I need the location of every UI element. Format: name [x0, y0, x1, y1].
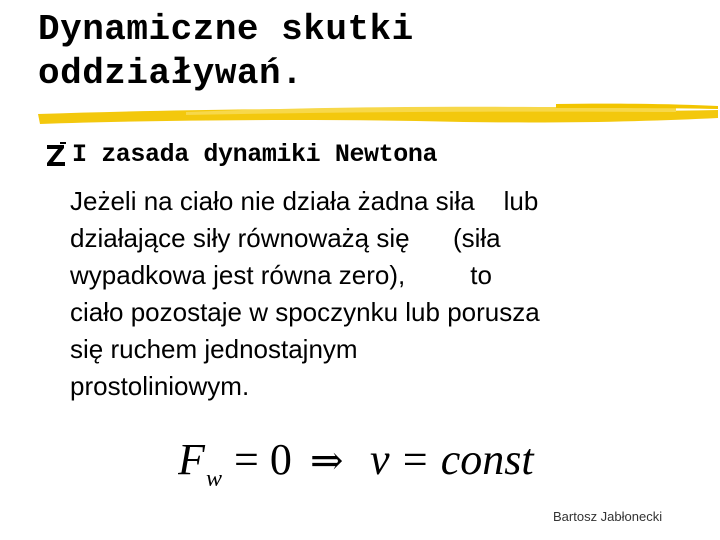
- formula-subscript: w: [206, 466, 223, 492]
- formula-equals-const: = const: [400, 435, 534, 484]
- implies-arrow-icon: ⇒: [310, 438, 344, 484]
- slide-title: [38, 8, 414, 96]
- formula-v: v: [370, 435, 390, 484]
- title-line-2: oddziaływań.: [38, 53, 304, 94]
- formula-equals-zero: = 0: [234, 435, 292, 484]
- author-footer: Bartosz Jabłonecki: [553, 509, 663, 524]
- bullet-heading-row: [44, 140, 437, 169]
- body-line: działające siły równoważą się (siła: [70, 223, 501, 253]
- newton-formula: [178, 430, 558, 499]
- title-underline: [36, 100, 720, 130]
- bullet-heading: I zasada dynamiki Newtona: [72, 140, 438, 169]
- body-paragraph: [70, 183, 540, 405]
- formula-F: F: [178, 435, 205, 484]
- z-bullet-icon: [44, 141, 68, 169]
- body-line: prostoliniowym.: [70, 371, 250, 401]
- body-line: się ruchem jednostajnym: [70, 334, 358, 364]
- body-line: Jeżeli na ciało nie działa żadna siła lub: [70, 186, 539, 216]
- title-line-1: Dynamiczne skutki: [38, 9, 414, 50]
- body-line: wypadkowa jest równa zero), to: [70, 260, 492, 290]
- body-line: ciało pozostaje w spoczynku lub porusza: [70, 297, 540, 327]
